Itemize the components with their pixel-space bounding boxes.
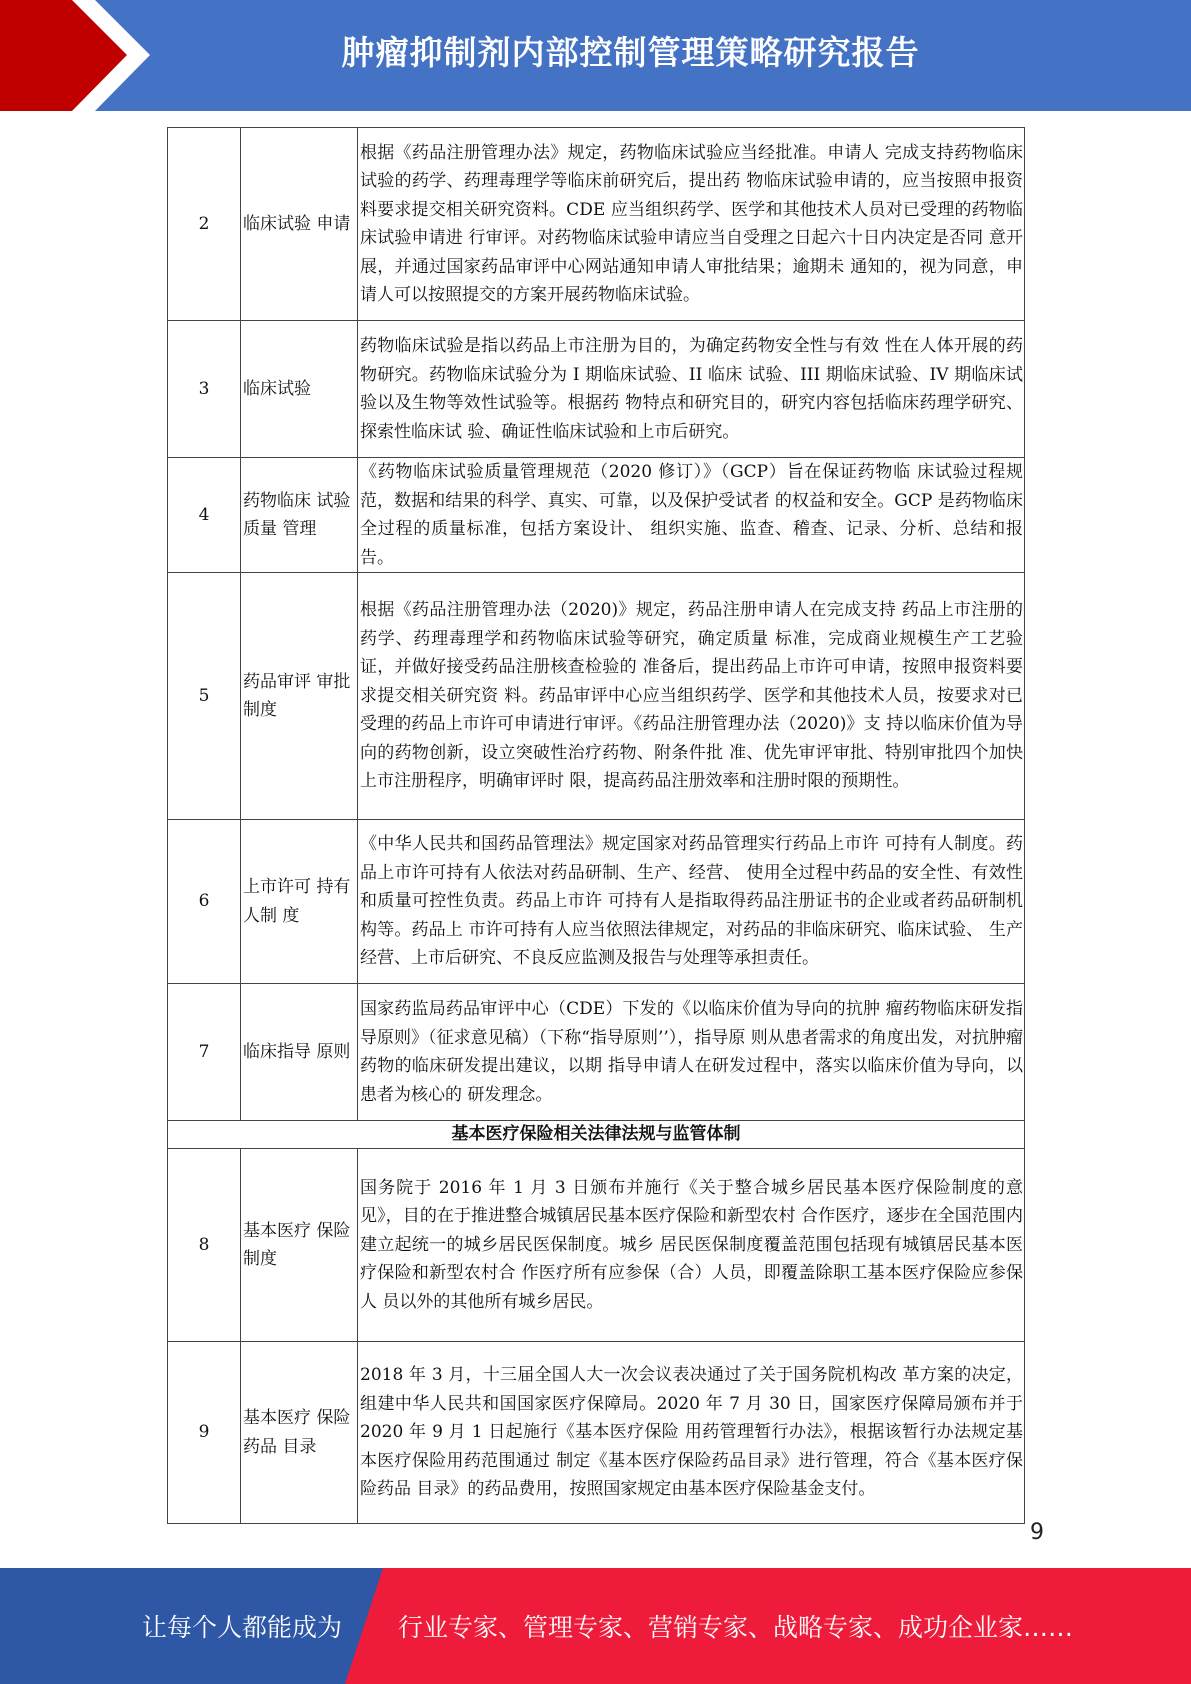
row-topic: 上市许可 持有人制 度 (241, 820, 358, 984)
row-topic: 临床指导 原则 (241, 984, 358, 1121)
row-number: 2 (168, 128, 241, 321)
row-number: 6 (168, 820, 241, 984)
row-number: 3 (168, 321, 241, 458)
row-description: 国家药监局药品审评中心（CDE）下发的《以临床价值为导向的抗肿 瘤药物临床研发指导原则》（征求意见稿）（下称“指导原则’’），指导原 则从患者需求的角度出发，对抗肿瘤药物的临床研发提出建议，以期 指导申请人在研发过程中，落实以临床价值为导向，以患者为核心的 研发理念。 (358, 984, 1025, 1121)
table-row (168, 573, 1025, 820)
row-number: 9 (168, 1342, 241, 1524)
row-topic: 药品审评 审批制度 (241, 573, 358, 820)
row-description: 《药物临床试验质量管理规范（2020 修订）》（GCP）旨在保证药物临 床试验过程规范，数据和结果的科学、真实、可靠，以及保护受试者 的权益和安全。GCP 是药物临床全过程的质量标准，包括方案设计、 组织实施、监查、稽查、记录、分析、总结和报告。 (358, 458, 1025, 573)
row-description: 国务院于 2016 年 1 月 3 日颁布并施行《关于整合城乡居民基本医疗保险制度的意见》，目的在于推进整合城镇居民基本医疗保险和新型农村 合作医疗，逐步在全国范围内建立起统一的城乡居民医保制度。城乡 居民医保制度覆盖范围包括现有城镇居民基本医疗保险和新型农村合 作医疗所有应参保（合）人员，即覆盖除职工基本医疗保险应参保人 员以外的其他所有城乡居民。 (358, 1149, 1025, 1342)
row-description: 根据《药品注册管理办法（2020)》规定，药品注册申请人在完成支持 药品上市注册的药学、药理毒理学和药物临床试验等研究，确定质量 标准，完成商业规模生产工艺验证，并做好接受药品注册核查检验的 准备后，提出药品上市许可申请，按照申报资料要求提交相关研究资 料。药品审评中心应当组织药学、医学和其他技术人员，按要求对已 受理的药品上市许可申请进行审评。《药品注册管理办法（2020)》支 持以临床价值为导向的药物创新，设立突破性治疗药物、附条件批 准、优先审评审批、特别审批四个加快上市注册程序，明确审评时 限，提高药品注册效率和注册时限的预期性。 (358, 573, 1025, 820)
row-topic: 基本医疗 保险药品 目录 (241, 1342, 358, 1524)
header-band (0, 0, 1191, 111)
page-title: 肿瘤抑制剂内部控制管理策略研究报告 (341, 33, 920, 72)
section-header-row (168, 1121, 1025, 1149)
section-title: 基本医疗保险相关法律法规与监管体制 (168, 1121, 1025, 1149)
row-number: 5 (168, 573, 241, 820)
table-row (168, 1149, 1025, 1342)
table-row (168, 1342, 1025, 1524)
table-row (168, 321, 1025, 458)
row-description: 根据《药品注册管理办法》规定，药物临床试验应当经批准。申请人 完成支持药物临床试验的药学、药理毒理学等临床前研究后，提出药 物临床试验申请的，应当按照申报资料要求提交相关研究资料。CDE 应当组织药学、医学和其他技术人员对已受理的药物临床试验申请进 行审评。对药物临床试验申请应当自受理之日起六十日内决定是否同 意开展，并通过国家药品审评中心网站通知申请人审批结果；逾期未 通知的，视为同意，申请人可以按照提交的方案开展药物临床试验。 (358, 128, 1025, 321)
row-topic: 临床试验 申请 (241, 128, 358, 321)
row-number: 7 (168, 984, 241, 1121)
footer-slogan-lead: 让每个人都能成为 (142, 1613, 343, 1642)
row-number: 4 (168, 458, 241, 573)
table-row (168, 984, 1025, 1121)
footer-band (0, 1568, 1191, 1684)
row-topic: 基本医疗 保险制度 (241, 1149, 358, 1342)
table-row (168, 128, 1025, 321)
page-number: 9 (1030, 1520, 1044, 1545)
row-number: 8 (168, 1149, 241, 1342)
row-description: 2018 年 3 月，十三届全国人大一次会议表决通过了关于国务院机构改 革方案的决定，组建中华人民共和国国家医疗保障局。2020 年 7 月 30 日，国家医疗保障局颁布并于 2020 年 9 月 1 日起施行《基本医疗保险 用药管理暂行办法》，根据该暂行办法规定基本医疗保险用药范围通过 制定《基本医疗保险药品目录》进行管理，符合《基本医疗保险药品 目录》的药品费用，按照国家规定由基本医疗保险基金支付。 (358, 1342, 1025, 1524)
row-topic: 临床试验 (241, 321, 358, 458)
footer-slogan-roles: 行业专家、管理专家、营销专家、战略专家、成功企业家…… (398, 1613, 1074, 1642)
regulation-table (167, 127, 1025, 1524)
table-row (168, 820, 1025, 984)
row-description: 《中华人民共和国药品管理法》规定国家对药品管理实行药品上市许 可持有人制度。药品上市许可持有人依法对药品研制、生产、经营、 使用全过程中药品的安全性、有效性和质量可控性负责。药品上市许 可持有人是指取得药品注册证书的企业或者药品研制机构等。药品上 市许可持有人应当依照法律规定，对药品的非临床研究、临床试验、 生产经营、上市后研究、不良反应监测及报告与处理等承担责任。 (358, 820, 1025, 984)
row-description: 药物临床试验是指以药品上市注册为目的，为确定药物安全性与有效 性在人体开展的药物研究。药物临床试验分为 I 期临床试验、II 临床 试验、III 期临床试验、IV 期临床试验以及生物等效性试验等。根据药 物特点和研究目的，研究内容包括临床药理学研究、探索性临床试 验、确证性临床试验和上市后研究。 (358, 321, 1025, 458)
table-row (168, 458, 1025, 573)
row-topic: 药物临床 试验质量 管理 (241, 458, 358, 573)
